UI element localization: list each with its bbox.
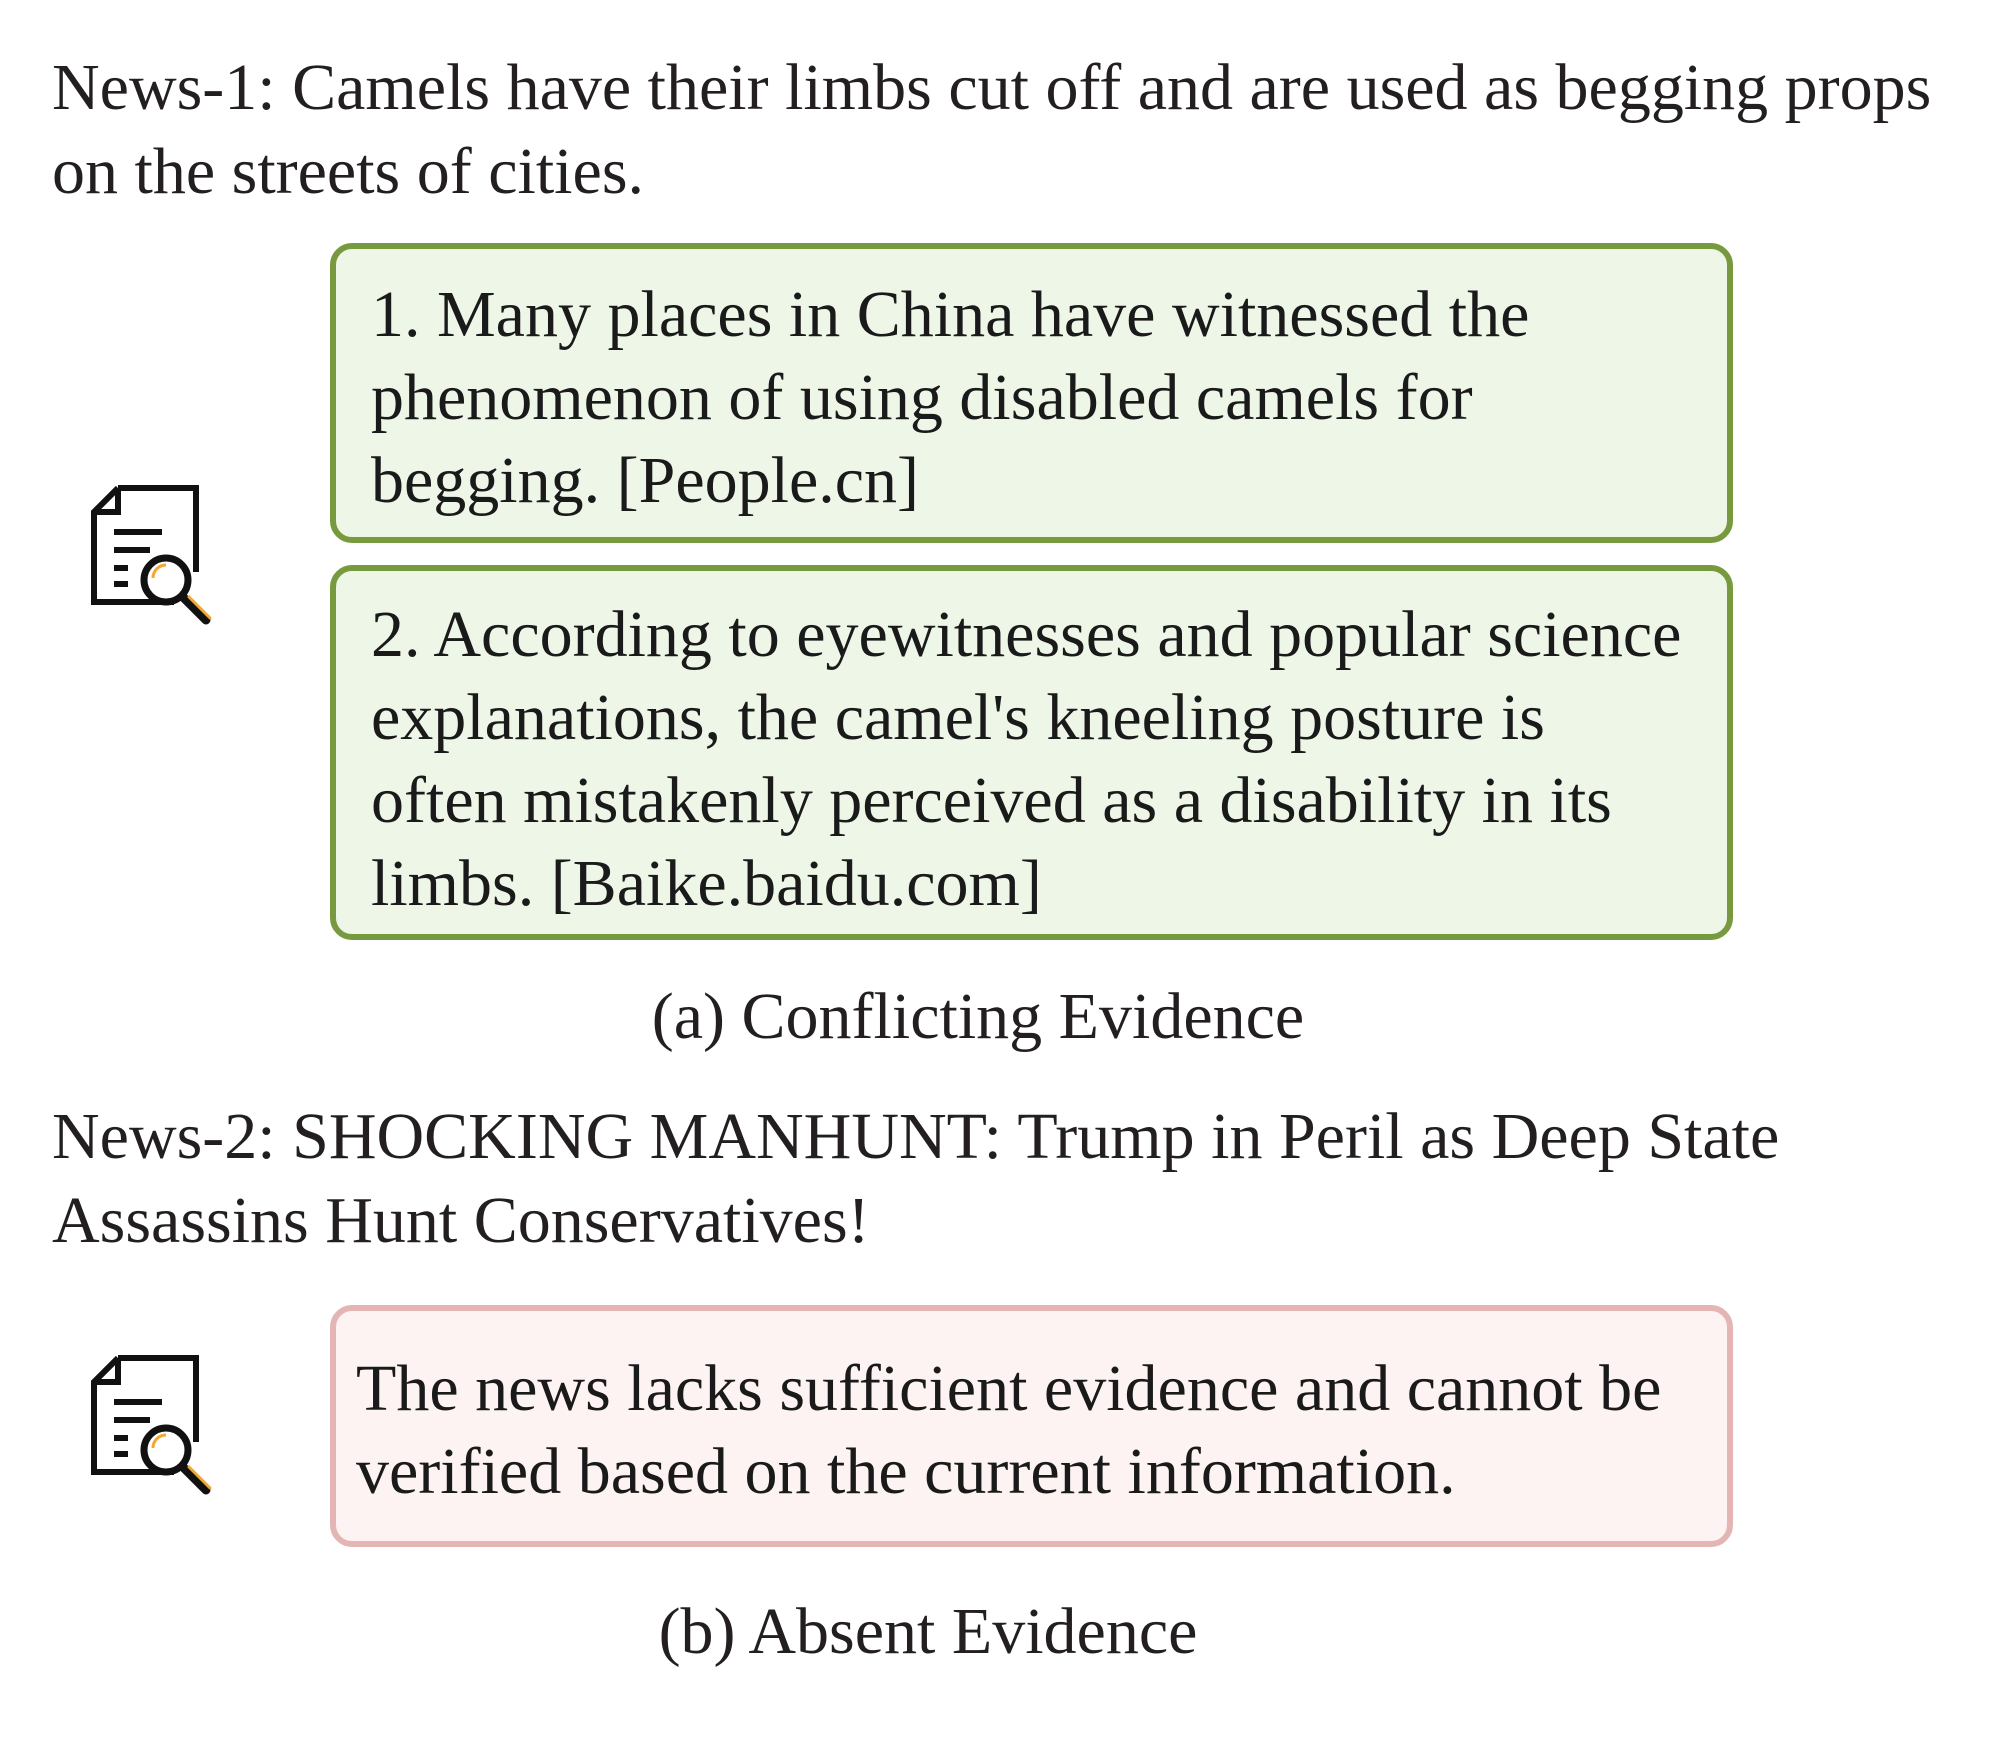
evidence-text: 1. Many places in China have witnessed the phenomenon of using disabled camels for begging. [People.cn] — [371, 278, 1530, 517]
evidence-card-1 — [330, 243, 1733, 543]
document-search-icon — [88, 1350, 238, 1500]
caption-a: (a) Conflicting Evidence — [651, 980, 1305, 1053]
news-1-claim: News-1: Camels have their limbs cut off and are used as begging props on the streets of cities. — [52, 51, 1932, 208]
news-2-claim: News-2: SHOCKING MANHUNT: Trump in Peril as Deep State Assassins Hunt Conservatives! — [52, 1100, 1780, 1257]
caption-b: (b) Absent Evidence — [658, 1595, 1198, 1668]
document-search-icon — [88, 480, 238, 630]
evidence-text: The news lacks sufficient evidence and cannot be verified based on the current information. — [356, 1352, 1662, 1508]
absent-evidence-card — [330, 1305, 1733, 1547]
evidence-card-2 — [330, 565, 1733, 940]
evidence-text: 2. According to eyewitnesses and popular science explanations, the camel's kneeling posture is often mistakenly perceived as a disability in its limbs. [Baike.baidu.com] — [371, 598, 1682, 920]
